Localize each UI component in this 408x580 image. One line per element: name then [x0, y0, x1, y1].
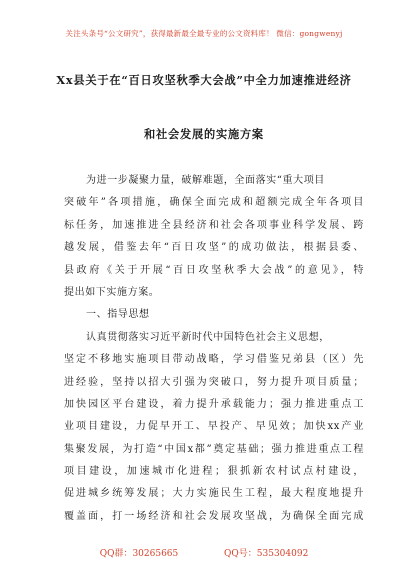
paragraph-line: 集聚发展，为打造“中国x都”奠定基础；强力推进重点工程 [64, 443, 364, 455]
contact-footer [0, 546, 408, 559]
document-title-line-2: 和社会发展的实施方案 [144, 127, 264, 141]
paragraph-line: 越发展，借鉴去年“百日攻坚”的成功做法，根据县委、 [64, 242, 364, 254]
paragraph-line: 覆盖面，打一场经济和社会发展攻坚战，为确保全面完成 [64, 510, 364, 522]
document-body [64, 170, 364, 528]
paragraph-line: 突破年”各项措施，确保全面完成和超额完成全年各项目 [64, 197, 364, 209]
paragraph-line: 项目建设，加速城市化进程；狠抓新农村试点村建设， [64, 466, 364, 478]
promo-banner: 关注头条号“公文研究”，获得最新最全最专业的公文资料库！ 微信：gongwenyj [65, 29, 343, 38]
paragraph-line: 进经验，坚持以招大引强为突破口，努力提升项目质量； [64, 376, 364, 388]
paragraph-line: 坚定不移地实施项目带动战略，学习借鉴兄弟县（区）先 [64, 354, 364, 366]
paragraph-line: 加快园区平台建设，着力提升承载能力；强力推进重点工 [64, 398, 364, 410]
paragraph-line: 县政府《关于开展“百日攻坚秋季大会战”的意见》，特 [64, 264, 364, 276]
qq-account-number: QQ号：535304092 [224, 549, 309, 559]
paragraph-line: 标任务，加速推进全县经济和社会各项事业科学发展、跨 [64, 219, 364, 231]
paragraph-line: 认真贯彻落实习近平新时代中国特色社会主义思想， [86, 331, 330, 343]
qq-group-number: QQ群：30265665 [99, 549, 179, 559]
paragraph-line: 提出如下实施方案。 [64, 286, 160, 298]
paragraph-line: 业项目建设，力促早开工、早投产、早见效；加快xx产业 [64, 421, 364, 433]
paragraph-line: 为进一步凝聚力量，破解难题，全面落实“重大项目 [86, 175, 325, 186]
section-heading: 一、指导思想 [86, 309, 150, 321]
document-title-line-1: Xx县关于在“百日攻坚秋季大会战”中全力加速推进经济 [56, 73, 352, 87]
paragraph-line: 促进城乡统筹发展；大力实施民生工程，最大程度地提升 [64, 488, 364, 500]
